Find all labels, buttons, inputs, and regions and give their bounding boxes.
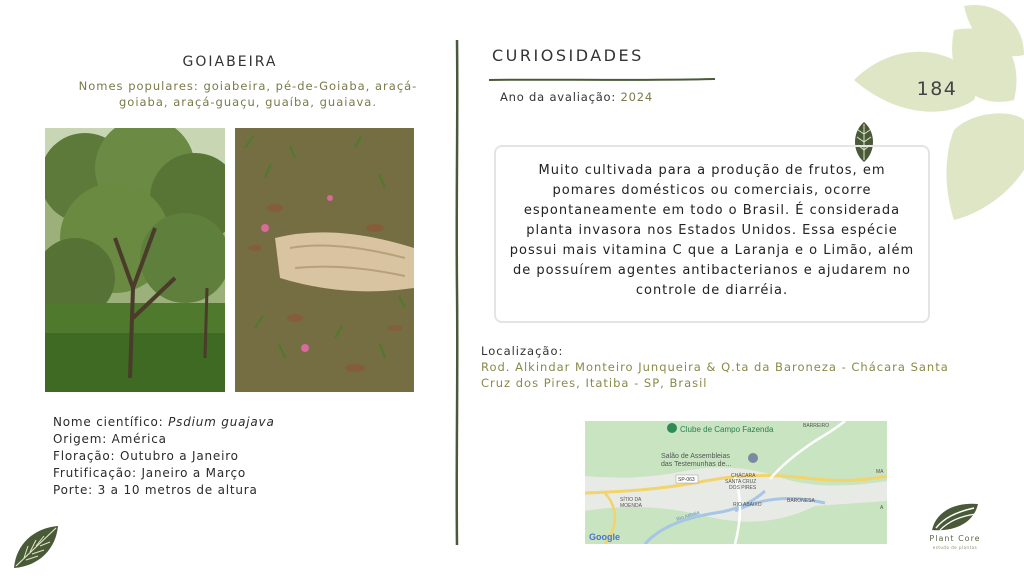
- tree-photo: [45, 128, 225, 392]
- map-label-chacara-3: DOS PIRES: [729, 485, 757, 491]
- map-label-rio-abaixo: RIO ABAIXO: [733, 502, 762, 508]
- plant-name: GOIABEIRA: [182, 54, 278, 70]
- location-label: Localização:: [481, 344, 564, 358]
- leaf-icon: [12, 524, 60, 574]
- title-underline: [489, 68, 715, 74]
- brand-name: Plant Core: [929, 534, 981, 543]
- plant-size: Porte: 3 a 10 metros de altura: [53, 483, 258, 497]
- map-label-chacara-1: CHÁCARA: [731, 473, 756, 479]
- map-label-baronesa: BARONESA: [787, 498, 815, 504]
- decorative-leaves: [854, 0, 1024, 229]
- plant-core-logo-icon: [930, 502, 980, 536]
- page-number: 184: [916, 78, 958, 100]
- trunk-photo: [235, 128, 414, 392]
- map-label-sitio-1: SÍTIO DA: [620, 497, 642, 503]
- scientific-name: Nome científico: Psdium guajava: [53, 415, 275, 429]
- fruiting: Frutificação: Janeiro a Março: [53, 466, 246, 480]
- flowering: Floração: Outubro a Janeiro: [53, 449, 239, 463]
- location-map[interactable]: [585, 421, 887, 544]
- map-label-river: Rio Atibaia: [675, 509, 701, 523]
- curiosities-text: Muito cultivada para a produção de frutos, em pomares domésticos ou comerciais, ocorre espontaneamente em todo o Brasil. É considerada planta invasora nos Estados Unidos. Essa espécie possui mais vitamina C que a Laranja e o Limão, além de possuírem agentes antibacterianos e ajudarem no controle de diarréia.: [509, 163, 915, 298]
- map-label-club: Clube de Campo Fazenda: [680, 425, 774, 434]
- curiosities-title: CURIOSIDADES: [492, 46, 644, 65]
- origin: Origem: América: [53, 432, 167, 446]
- map-label-hall-2: das Testemunhas de...: [661, 461, 732, 468]
- location-address: Rod. Alkindar Monteiro Junqueira & Q.ta da Baroneza - Chácara Santa Cruz dos Pires, Itatiba - SP, Brasil: [481, 360, 949, 390]
- map-label-barreiro: BARREIRO: [803, 423, 830, 429]
- plant-facts: [53, 414, 275, 499]
- map-label-hall-1: Salão de Assembleias: [661, 453, 730, 460]
- brand-tagline: estudo de plantas: [932, 545, 978, 550]
- map-label-chacara-2: SANTA CRUZ: [725, 479, 757, 485]
- map-label-edge-2: A: [880, 505, 884, 511]
- map-label-edge: MA: [876, 469, 884, 475]
- column-divider: [453, 40, 461, 545]
- popular-names: Nomes populares: goiabeira, pé-de-Goiaba, araçá-goiaba, araçá-guaçu, guaíba, guaiava.: [78, 79, 418, 109]
- evaluation-year: Ano da avaliação: 2024: [500, 90, 653, 104]
- map-label-sitio-2: MOENDA: [620, 503, 642, 509]
- map-label-road: SP-063: [678, 477, 695, 483]
- google-logo: Google: [589, 532, 620, 542]
